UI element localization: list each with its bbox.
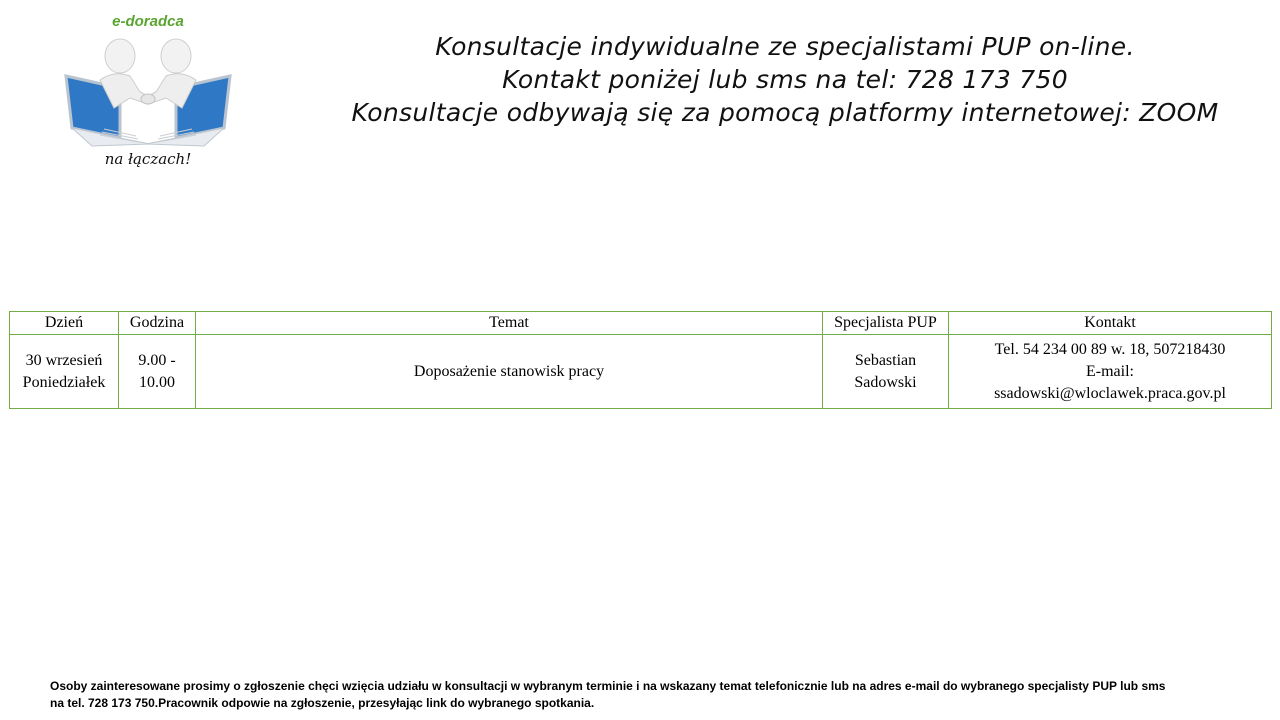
heading-line-2: Kontakt poniżej lub sms na tel: 728 173 750 bbox=[502, 65, 1068, 94]
day-weekday: Poniedziałek bbox=[22, 373, 106, 391]
column-header-day: Dzień bbox=[10, 312, 119, 335]
column-header-time: Godzina bbox=[119, 312, 196, 335]
heading-line-3: Konsultacje odbywają się za pomocą platformy internetowej: ZOOM bbox=[351, 98, 1219, 127]
cell-topic: Doposażenie stanowisk pracy bbox=[196, 335, 823, 409]
contact-email-label: E-mail: bbox=[1086, 362, 1134, 380]
specialist-first-name: Sebastian bbox=[854, 351, 917, 369]
cell-day bbox=[10, 335, 119, 409]
contact-phone: Tel. 54 234 00 89 w. 18, 507218430 bbox=[994, 340, 1226, 358]
table-header-row bbox=[10, 312, 1272, 335]
cell-contact bbox=[949, 335, 1272, 409]
logo-tagline: na łączach! bbox=[104, 150, 192, 168]
time-end: 10.00 bbox=[139, 373, 175, 391]
e-doradca-logo bbox=[58, 10, 238, 175]
specialist-last-name: Sadowski bbox=[854, 373, 917, 391]
cell-specialist bbox=[823, 335, 949, 409]
heading-line-1: Konsultacje indywidualne ze specjalistami PUP on-line. bbox=[435, 32, 1135, 61]
footer-line-2: na tel. 728 173 750.Pracownik odpowie na zgłoszenie, przesyłając link do wybranego spotkania. bbox=[50, 696, 595, 710]
contact-email-link[interactable]: ssadowski@wloclawek.praca.gov.pl bbox=[994, 384, 1226, 402]
time-start: 9.00 - bbox=[138, 351, 176, 369]
footer-line-1: Osoby zainteresowane prosimy o zgłoszenie chęci wzięcia udziału w konsultacji w wybranym terminie i na wskazany temat telefonicznie lub na adres e-mail do wybranego specjalisty PUP lub sms bbox=[50, 679, 1166, 693]
table-row bbox=[10, 335, 1272, 409]
column-header-specialist: Specjalista PUP bbox=[823, 312, 949, 335]
day-date: 30 wrzesień bbox=[25, 351, 103, 369]
logo-brand-text: e-doradca bbox=[112, 13, 184, 30]
page-heading bbox=[290, 30, 1280, 129]
column-header-contact: Kontakt bbox=[949, 312, 1272, 335]
handshake-laptops-icon bbox=[58, 36, 238, 148]
footer-note bbox=[50, 678, 1250, 712]
cell-time bbox=[119, 335, 196, 409]
column-header-topic: Temat bbox=[196, 312, 823, 335]
consultation-schedule-table bbox=[9, 311, 1272, 409]
